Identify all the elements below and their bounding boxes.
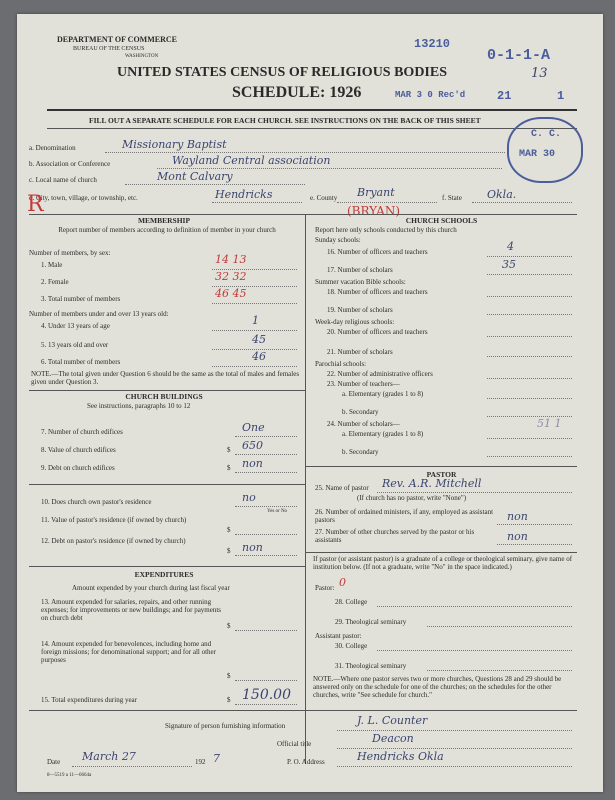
q24a-label: a. Elementary (grades 1 to 8) [342,430,424,438]
q23a-label: a. Elementary (grades 1 to 8) [342,390,424,398]
q17-value: 35 [502,258,516,271]
city-town-value: Hendricks [215,188,273,201]
number-21-stamp: 21 [497,89,512,103]
pastor-name-value: Rev. A.R. Mitchell [382,477,482,490]
buildings-intro: See instructions, paragraphs 10 to 12 [87,402,191,410]
salaries-label: 13. Amount expended for salaries, repairs, and other running expenses; for improvements or new buildings; and for payments on church debt [41,598,222,622]
form-code: 8—5519 a 11—6664a [47,773,92,778]
value-edifices-label: 8. Value of church edifices [41,446,116,454]
official-title-label: Official title [277,740,312,748]
expenditures-intro: Amount expended by your church during last fiscal year [72,584,230,592]
q20-label: 20. Number of officers and teachers [327,328,428,336]
q17-label: 17. Number of scholars [327,266,393,274]
q23b-label: b. Secondary [342,408,379,416]
q24-faint-mark: 51 1 [537,417,562,430]
parochial-label: Parochial schools: [315,360,367,368]
q24-label: 24. Number of scholars— [327,420,400,428]
female-value: 32 32 [215,270,247,283]
city-label: WASHINGTON [125,54,159,59]
total-age-label: 6. Total number of members [41,358,121,366]
county-label: e. County [310,194,338,202]
dollar-sign: $ [227,446,231,454]
sunday-schools-label: Sunday schools: [315,236,361,244]
denomination-label: a. Denomination [29,144,76,152]
q16-value: 4 [507,240,514,253]
membership-title: MEMBERSHIP [137,216,191,225]
signature-value: J. L. Counter [357,714,428,727]
date-value: March 27 [82,750,136,763]
po-address-label: P. O. Address [287,758,325,766]
form-number-stamp: 13210 [414,37,451,51]
graduate-instruction: If pastor (or assistant pastor) is a graduate of a college or theological seminary, give name of institution below. (If not a graduate, write "No" in the space indicated.) [313,555,573,571]
membership-note: NOTE.—The total given under Question 6 should be the same as the total of males and females given under Question 3. [31,370,300,386]
total-members-value: 46 45 [215,287,247,300]
q27-value: non [507,530,528,543]
over-13-label: 5. 13 years old and over [41,341,109,349]
q18-label: 18. Number of officers and teachers [327,288,428,296]
total-members-label: 3. Total number of members [41,295,121,303]
year-prefix: 192 [195,758,206,766]
buildings-title: CHURCH BUILDINGS [125,392,203,401]
q25-label: 25. Name of pastor [315,484,369,492]
census-form-sheet: DEPARTMENT OF COMMERCE BUREAU OF THE CENSUS WASHINGTON 13210 0-1-1-A 13 UNITED STATES CENSUS OF RELIGIOUS BODIES SCHEDULE: 1926 MAR 3 0 Rec'd 21 1 FILL OUT A SEPARATE SCHEDULE FOR EACH CHURCH. SEE INSTRUCTIONS ON THE BACK OF THIS SHEET C. C. MAR 30 a. Denomination Missionary Baptist b. Association or Conference Wayland Central association c. Local name of church Mont Calvary d. City, town, village, or township, etc. Hendricks e. County Bryant f. State Okla. (BRYAN) R MEMBERSHIP Report number of members according to definition of member in your church Number of members, by sex: 1. Male 14 13 2. Female 32 32 3. Total number of members 46 45 Number of members under and over 13 years old: 4. Under 13 years of age 1 5. 13 years old and over 45 6. Total number of members 46 NOTE.—The total given under Question 6 should be the same as the total of males and females given under Question 3. CHURCH BUILDINGS See instructions, paragraphs 10 to 12 7. Number of church edifices One 8. Value of church edifices $ 650 9. Debt on church edifices $ non 10. Does church own pastor's residence no Yes or No 11. Value of pastor's residence (if owned by church) $ 12. Debt on pastor's residence (if owned by church) $ non EXPENDITURES Amount expended by your church during last fiscal year 13. Amount expended for salaries, repairs, and other running expenses; for improvements or new buildings; and for payments on church debt $ 14. Amount expended for benevolences, including home and foreign missions; for denominational support; and for all other purposes $ 15. Total expenditures during year $ 150.00 CHURCH SCHOOLS Report here only schools conducted by this church Sunday schools: 16. Number of officers and teachers 4 17. Number of scholars 35 Summer vacation Bible schools: 18. Number of officers and teachers 19. Number of scholars Week-day religious schools: 20. Number of officers and teachers 21. Number of scholars Parochial schools: 22. Number of administrative officers 23. Number of teachers— a. Elementary (grades 1 to 8) b. Secondary 24. Number of scholars— 51 1 a. Elementary (grades 1 to 8) b. Secondary PASTOR 25. Name of pastor Rev. A.R. Mitchell (If church has no pastor, write "None") 26. Number of ordained ministers, if any, employed as assistant pastors non 27. Number of other churches served by the pastor or his assistants non If pastor (or assistant pastor) is a graduate of a college or theological seminary, give name of institution below. (If not a graduate, write "No" in the space indicated.) Pastor: 0 28. College 29. Theological seminary Assistant pastor: 30. College 31. Theological seminary NOTE.—Where one pastor serves two or more churches, Questions 28 and 29 should be answered only on the schedule for one of the churches; on the schedules for the other churches, write "See schedule for church." Signature of person furnishing information J. L. Counter Official title Deacon Date March 27 192 7 P. O. Address Hendricks Okla 8—5519 a 11—6664a [17,14,603,792]
county-correction: (BRYAN) [347,204,401,218]
pastor-residence-label: 10. Does church own pastor's residence [41,498,152,506]
code-stamp: 0-1-1-A [487,47,551,64]
instruction-line: FILL OUT A SEPARATE SCHEDULE FOR EACH CHURCH. SEE INSTRUCTIONS ON THE BACK OF THIS SHEET [89,116,481,125]
red-r-mark: R [27,192,44,217]
edifices-label: 7. Number of church edifices [41,428,123,436]
bureau-label: BUREAU OF THE CENSUS [73,46,145,52]
summer-schools-label: Summer vacation Bible schools: [315,278,406,286]
yes-or-no-hint: Yes or No [267,509,288,514]
q30-label: 30. College [335,642,368,650]
debt-edifices-value: non [242,457,263,470]
total-expenditures-label: 15. Total expenditures during year [41,696,137,704]
association-label: b. Association or Conference [29,160,111,168]
cc-date-stamp [507,117,583,183]
pastor-sub-value: 0 [339,576,346,589]
expenditures-title: EXPENDITURES [134,570,194,579]
female-label: 2. Female [41,278,69,286]
church-name-label: c. Local name of church [29,176,97,184]
multiple-churches-note: NOTE.—Where one pastor serves two or more churches, Questions 28 and 29 should be answered only on the schedule for one of the churches; on the schedules for the other churches, write "See schedule for church." [313,675,562,699]
q19-label: 19. Number of scholars [327,306,393,314]
handwritten-13: 13 [531,66,548,81]
q31-label: 31. Theological seminary [335,662,407,670]
q28-label: 28. College [335,598,368,606]
schools-intro: Report here only schools conducted by this church [315,226,457,234]
date-label: Date [47,758,61,766]
weekday-schools-label: Week-day religious schools: [315,318,395,326]
denomination-value: Missionary Baptist [122,138,227,151]
pastor-title: PASTOR [426,470,457,479]
age-label: Number of members under and over 13 years old: [29,310,169,318]
po-address-value: Hendricks Okla [357,750,444,763]
state-value: Okla. [487,188,517,201]
church-name-value: Mont Calvary [157,170,233,183]
city-town-label: d. City, town, village, or township, etc. [29,194,138,202]
q23-label: 23. Number of teachers— [327,380,400,388]
under-13-value: 1 [252,314,259,327]
members-by-sex-label: Number of members, by sex: [29,249,111,257]
association-value: Wayland Central association [172,154,331,167]
official-title-value: Deacon [372,732,414,745]
assistant-pastor-label: Assistant pastor: [315,632,362,640]
total-age-value: 46 [252,350,266,363]
debt-edifices-label: 9. Debt on church edifices [41,464,115,472]
schedule-title: SCHEDULE: 1926 [232,84,362,101]
year-value: 7 [213,752,220,765]
value-edifices-value: 650 [242,439,263,452]
signature-label: Signature of person furnishing information [165,722,286,730]
benevolences-label: 14. Amount expended for benevolences, including home and foreign missions; for denominational support; and for all other purposes [41,640,216,664]
department-label: DEPARTMENT OF COMMERCE [57,35,178,44]
q21-label: 21. Number of scholars [327,348,393,356]
cc-label: C. C. [531,129,562,140]
q26-value: non [507,510,528,523]
male-value: 14 13 [215,253,247,266]
church-schools-title: CHURCH SCHOOLS [405,216,478,225]
total-expenditures-value: 150.00 [242,687,291,703]
edifices-value: One [242,421,265,434]
membership-intro: Report number of members according to definition of member in your church [58,226,276,234]
residence-value-label: 11. Value of pastor's residence (if owned by church) [41,516,187,524]
residence-debt-label: 12. Debt on pastor's residence (if owned by church) [41,537,186,545]
county-value: Bryant [357,186,395,199]
pastor-sub-label: Pastor: [315,584,335,592]
over-13-value: 45 [252,333,266,346]
received-date-stamp: MAR 3 0 Rec'd [395,90,466,100]
form-title: UNITED STATES CENSUS OF RELIGIOUS BODIES [117,65,448,80]
q24b-label: b. Secondary [342,448,379,456]
q26-label: 26. Number of ordained ministers, if any, employed as assistant pastors [315,508,494,524]
q22-label: 22. Number of administrative officers [327,370,433,378]
male-label: 1. Male [41,261,63,269]
residence-debt-value: non [242,541,263,554]
state-label: f. State [442,194,462,202]
q16-label: 16. Number of officers and teachers [327,248,428,256]
cc-date: MAR 30 [519,149,556,160]
q29-label: 29. Theological seminary [335,618,407,626]
pastor-residence-value: no [242,491,256,504]
q27-label: 27. Number of other churches served by the pastor or his assistants [315,528,475,544]
pastor-none-hint: (If church has no pastor, write "None") [357,494,467,502]
under-13-label: 4. Under 13 years of age [41,322,110,330]
number-1-stamp: 1 [557,89,565,103]
